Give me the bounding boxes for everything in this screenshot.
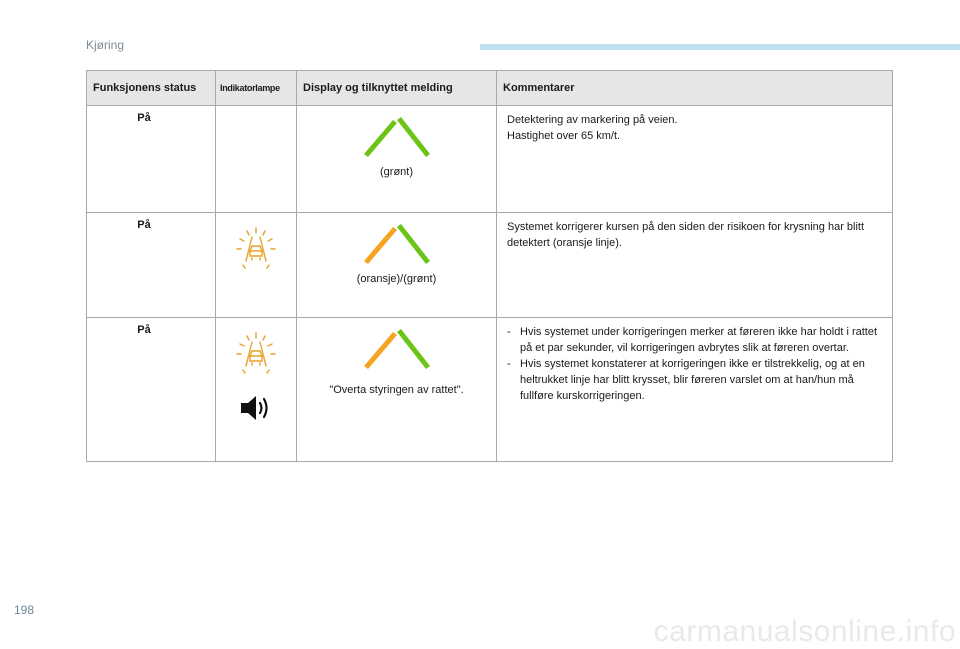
column-header-status: Funksjonens status [87,71,216,106]
table-row [87,213,893,318]
indicator-cell [216,106,297,213]
column-header-comments: Kommentarer [497,71,893,106]
page-number: 198 [14,603,35,617]
status-cell: På [87,213,216,318]
lane-departure-warning-icon [233,225,279,271]
comment-line: Detektering av markering på veien. [507,114,678,126]
lane-departure-warning-icon [233,330,279,376]
comment-cell [497,106,893,213]
comment-list [507,324,884,404]
header-accent-bar [480,44,960,50]
lane-lines-orange-green-icon [337,326,457,372]
function-status-table [86,70,893,462]
list-item: - Hvis systemet under korrigeringen merker at føreren ikke har holdt i rattet på et par sekunder, vil korrigeringen avbrytes slik at føreren overtar. [507,324,884,356]
display-label: (grønt) [380,166,413,178]
comment-cell [497,318,893,462]
comment-line: Hastighet over 65 km/t. [507,130,621,142]
indicator-cell [216,213,297,318]
lane-lines-orange-green-icon [337,221,457,267]
watermark: carmanualsonline.info [653,615,956,648]
display-cell [297,213,497,318]
list-item: - Hvis systemet konstaterer at korrigeringen ikke er tilstrekkelig, og at en heltrukket linje har blitt krysset, blir føreren varslet om at han/hun må fullføre kurskorrigeringen. [507,356,884,404]
table-row [87,106,893,213]
column-header-indicator: Indikatorlampe [216,71,297,106]
status-cell: På [87,106,216,213]
indicator-cell [216,318,297,462]
display-cell [297,318,497,462]
column-header-display: Display og tilknyttet melding [297,71,497,106]
table-row [87,318,893,462]
speaker-icon [239,393,273,423]
display-cell [297,106,497,213]
status-cell: På [87,318,216,462]
table-header-row [87,71,893,106]
comment-cell: Systemet korrigerer kursen på den siden der risikoen for krysning har blitt detektert (oransje linje). [497,213,893,318]
display-label: "Overta styringen av rattet". [329,384,464,396]
section-title: Kjøring [86,38,125,52]
lane-lines-green-green-icon [337,114,457,160]
display-label: (oransje)/(grønt) [356,273,437,285]
